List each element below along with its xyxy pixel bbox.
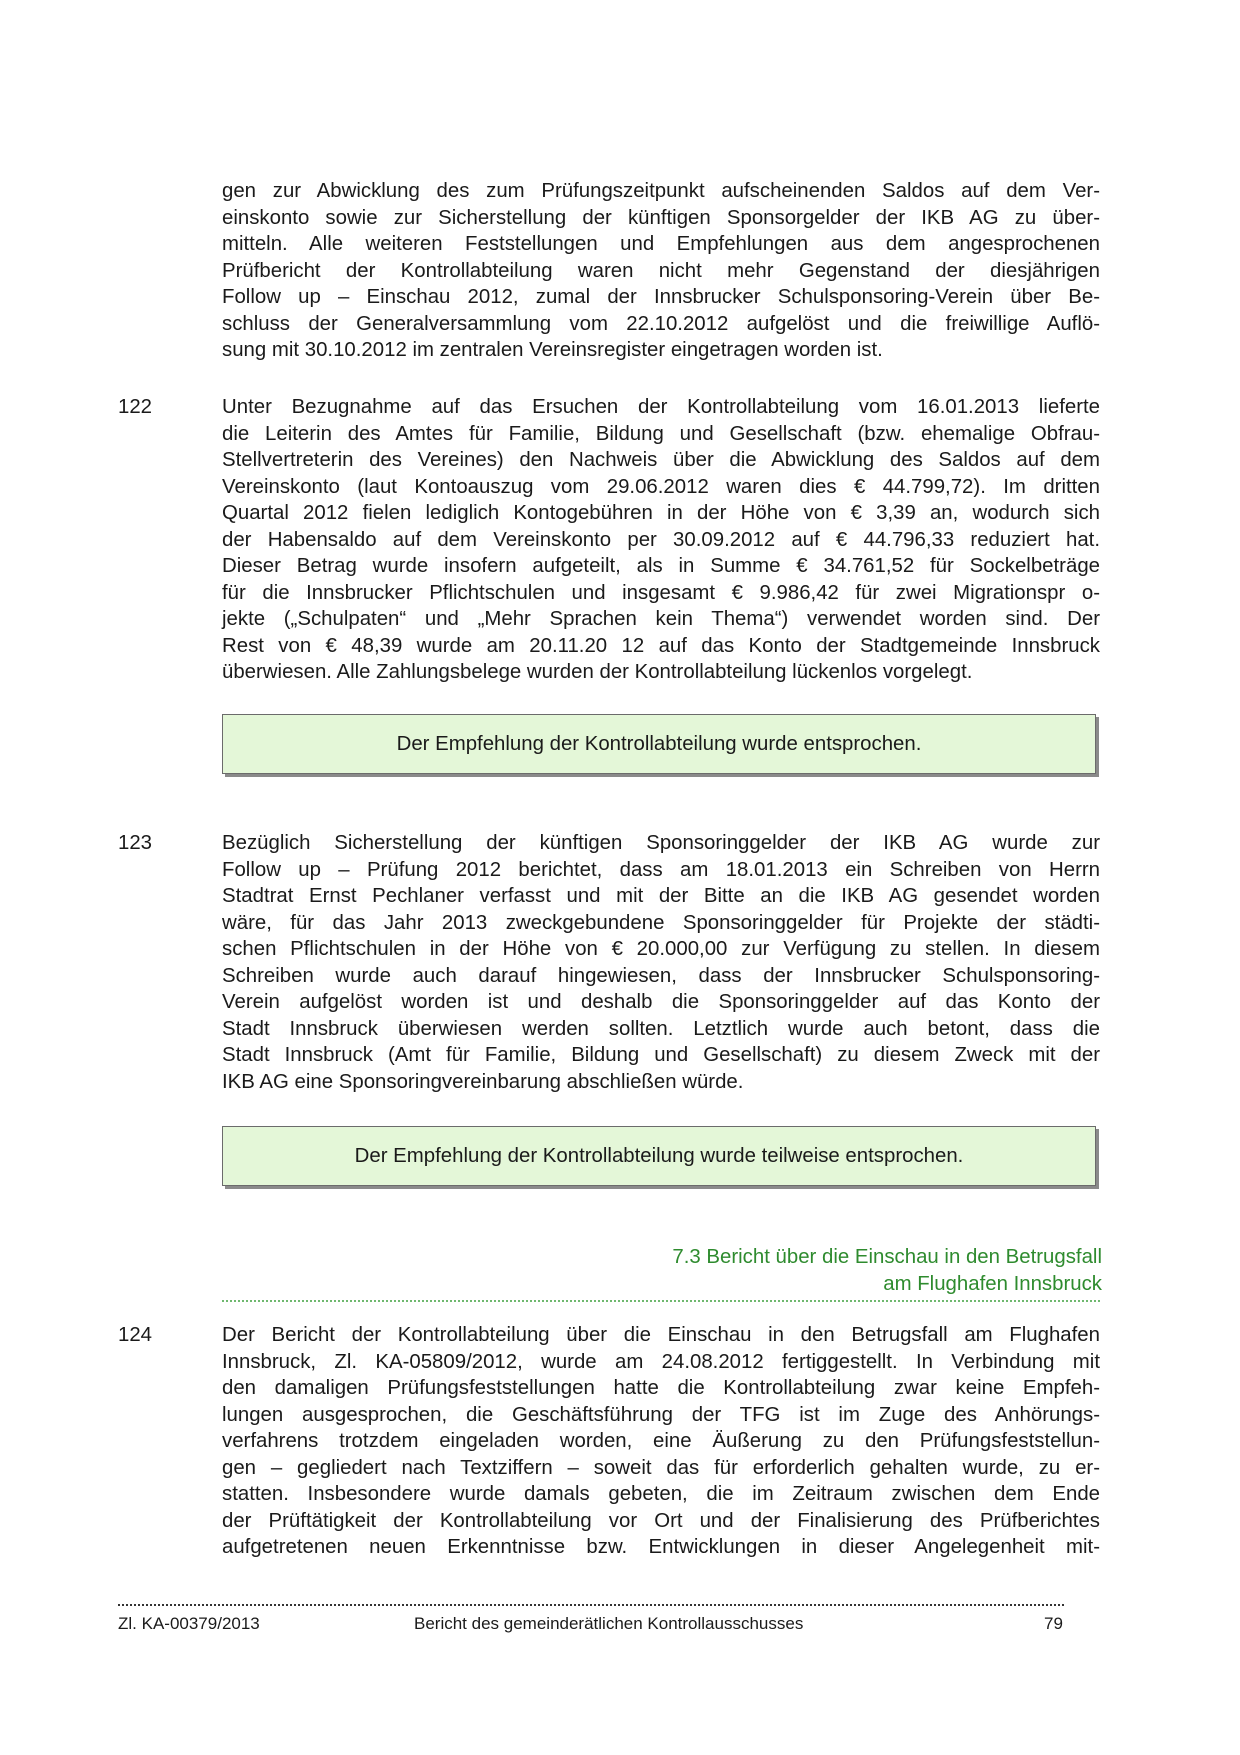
text-line: die Leiterin des Amtes für Familie, Bildung und Gesellschaft (bzw. ehemalige Obfrau- <box>222 422 1100 445</box>
text-line: für die Innsbrucker Pflichtschulen und insgesamt € 9.986,42 für zwei Migrationspr o- <box>222 581 1100 604</box>
text-line: gen – gegliedert nach Textziffern – soweit das für erforderlich gehalten wurde, zu er- <box>222 1456 1100 1479</box>
recommendation-text: Der Empfehlung der Kontrollabteilung wurde entsprochen. <box>396 732 922 755</box>
page-number: 79 <box>1044 1614 1063 1633</box>
text-line: aufgetretenen neuen Erkenntnisse bzw. Entwicklungen in dieser Angelegenheit mit- <box>222 1536 1100 1558</box>
paragraph-123 <box>222 830 1100 1095</box>
text-line: Unter Bezugnahme auf das Ersuchen der Kontrollabteilung vom 16.01.2013 lieferte <box>222 396 1100 418</box>
text-line: verfahrens trotzdem eingeladen worden, eine Äußerung zu den Prüfungsfeststellun- <box>222 1430 1100 1452</box>
text-line: Stellvertreterin des Vereines) den Nachweis über die Abwicklung des Saldos auf dem <box>222 449 1100 471</box>
section-divider <box>222 1300 1100 1302</box>
text-line: Quartal 2012 fielen lediglich Kontogebühren in der Höhe von € 3,39 an, wodurch sich <box>222 502 1100 524</box>
footer-title: Bericht des gemeinderätlichen Kontrollausschusses <box>414 1614 804 1633</box>
text-line: gen zur Abwicklung des zum Prüfungszeitpunkt aufscheinenden Saldos auf dem Ver- <box>222 180 1100 202</box>
text-line: Innsbruck, Zl. KA-05809/2012, wurde am 24.08.2012 fertiggestellt. In Verbindung mit <box>222 1350 1100 1373</box>
text-line: Der Bericht der Kontrollabteilung über die Einschau in den Betrugsfall am Flughafen <box>222 1324 1100 1346</box>
paragraph-intro <box>222 178 1100 364</box>
text-line: lungen ausgesprochen, die Geschäftsführung der TFG ist im Zuge des Anhörungs- <box>222 1403 1100 1426</box>
text-line: statten. Insbesondere wurde damals gebeten, die im Zeitraum zwischen dem Ende <box>222 1483 1100 1505</box>
text-line: Follow up – Prüfung 2012 berichtet, dass am 18.01.2013 ein Schreiben von Herrn <box>222 858 1100 881</box>
text-line: sung mit 30.10.2012 im zentralen Vereinsregister eingetragen worden ist. <box>222 339 883 361</box>
footer-reference: Zl. KA-00379/2013 <box>118 1614 260 1633</box>
text-line: Vereinskonto (laut Kontoauszug vom 29.06.2012 waren dies € 44.799,72). Im dritten <box>222 475 1100 498</box>
section-heading-line: 7.3 Bericht über die Einschau in den Betrugsfall <box>672 1246 1102 1268</box>
text-line: Bezüglich Sicherstellung der künftigen Sponsoringgelder der IKB AG wurde zur <box>222 832 1100 854</box>
text-line: Stadtrat Ernst Pechlaner verfasst und mit der Bitte an die IKB AG gesendet worden <box>222 885 1100 907</box>
text-line: Prüfbericht der Kontrollabteilung waren nicht mehr Gegenstand der diesjährigen <box>222 259 1100 282</box>
text-line: IKB AG eine Sponsoringvereinbarung abschließen würde. <box>222 1070 744 1093</box>
text-line: den damaligen Prüfungsfeststellungen hatte die Kontrollabteilung zwar keine Empfeh- <box>222 1377 1100 1399</box>
recommendation-box <box>222 1126 1096 1186</box>
text-line: überwiesen. Alle Zahlungsbelege wurden der Kontrollabteilung lückenlos vorgelegt. <box>222 661 973 683</box>
text-line: der Prüftätigkeit der Kontrollabteilung vor Ort und der Finalisierung des Prüfberichtes <box>222 1509 1100 1532</box>
text-line: Stadt Innsbruck (Amt für Familie, Bildung und Gesellschaft) zu diesem Zweck mit der <box>222 1044 1100 1066</box>
text-line: schen Pflichtschulen in der Höhe von € 20.000,00 zur Verfügung zu stellen. In diesem <box>222 938 1100 960</box>
footer-divider <box>118 1604 1064 1606</box>
text-line: schluss der Generalversammlung vom 22.10.2012 aufgelöst und die freiwillige Auflö- <box>222 312 1100 335</box>
paragraph-124 <box>222 1322 1100 1561</box>
paragraph-number: 124 <box>118 1324 153 1346</box>
text-line: Stadt Innsbruck überwiesen werden sollten. Letztlich wurde auch betont, dass die <box>222 1017 1100 1040</box>
text-line: jekte („Schulpaten“ und „Mehr Sprachen kein Thema“) verwendet worden sind. Der <box>222 608 1100 630</box>
recommendation-box <box>222 714 1096 774</box>
recommendation-text: Der Empfehlung der Kontrollabteilung wurde teilweise entsprochen. <box>354 1144 964 1167</box>
text-line: wäre, für das Jahr 2013 zweckgebundene Sponsoringgelder für Projekte der städti- <box>222 911 1100 934</box>
text-line: Verein aufgelöst worden ist und deshalb die Sponsoringgelder auf das Konto der <box>222 991 1100 1013</box>
text-line: mitteln. Alle weiteren Feststellungen und Empfehlungen aus dem angesprochenen <box>222 233 1100 255</box>
text-line: Follow up – Einschau 2012, zumal der Innsbrucker Schulsponsoring-Verein über Be- <box>222 286 1100 308</box>
paragraph-number: 122 <box>118 396 153 418</box>
section-heading-line: am Flughafen Innsbruck <box>883 1272 1102 1295</box>
text-line: einskonto sowie zur Sicherstellung der künftigen Sponsorgelder der IKB AG zu über- <box>222 206 1100 229</box>
text-line: Schreiben wurde auch darauf hingewiesen, dass der Innsbrucker Schulsponsoring- <box>222 964 1100 987</box>
paragraph-number: 123 <box>118 832 153 854</box>
text-line: der Habensaldo auf dem Vereinskonto per 30.09.2012 auf € 44.796,33 reduziert hat. <box>222 528 1100 551</box>
section-heading <box>672 1244 1102 1297</box>
text-line: Rest von € 48,39 wurde am 20.11.20 12 auf das Konto der Stadtgemeinde Innsbruck <box>222 634 1100 657</box>
paragraph-122 <box>222 394 1100 686</box>
text-line: Dieser Betrag wurde insofern aufgeteilt, als in Summe € 34.761,52 für Sockelbeträge <box>222 555 1100 577</box>
